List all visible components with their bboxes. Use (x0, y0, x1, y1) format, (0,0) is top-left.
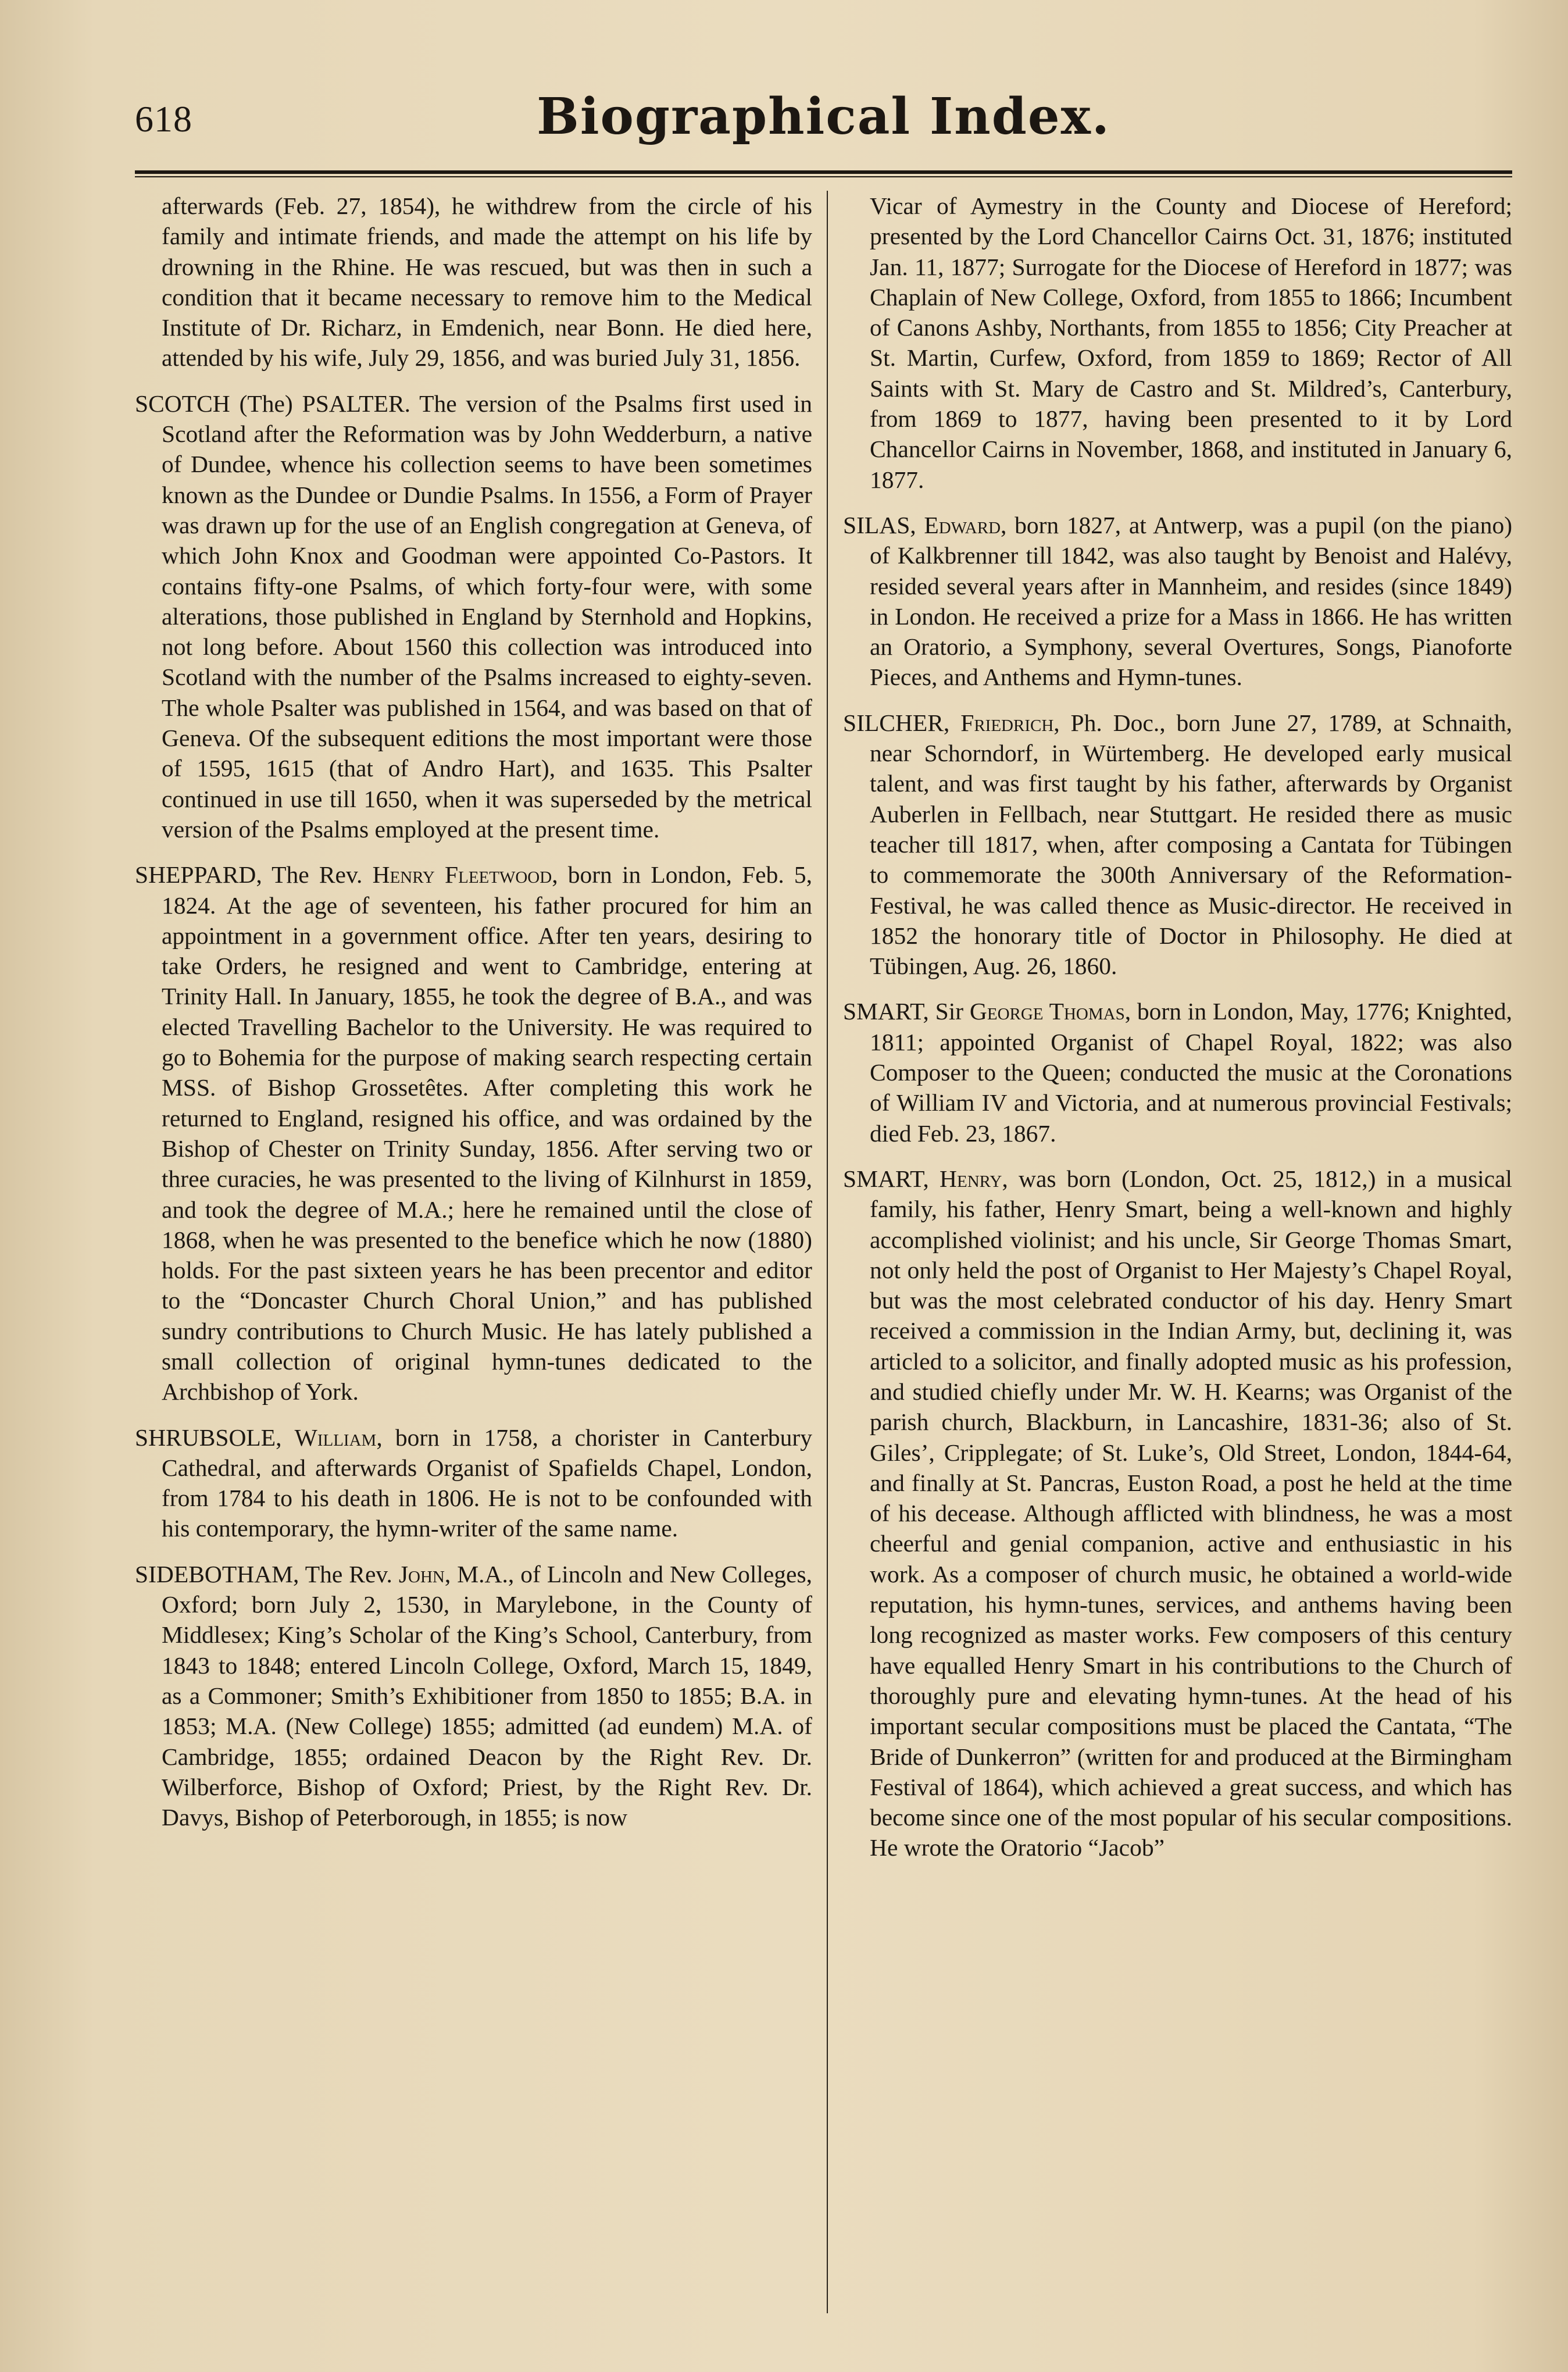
left-column (135, 191, 812, 2313)
entry-sheppard (135, 859, 812, 1407)
entry-forename: Henry (940, 1165, 1002, 1192)
entry-text: , born in London, Feb. 5, 1824. At the age of seventeen, his father procured for him an appointment in a government office. After ten years, desiring to take Orders, he resigned and went to Cambridge, entering at Trinity Hall. In January, 1855, he took the degree of B.A., and was elected Travelling Bachelor to the University. He was required to go to Bohemia for the purpose of making search respecting certain MSS. of Bishop Grossetêtes. After completing this work he returned to England, resigned his office, and was ordained by the Bishop of Chester on Trinity Sunday, 1856. After serving two or three curacies, he was presented to the living of Kilnhurst in 1859, and took the degree of M.A.; here he remained until the close of 1868, when he was presented to the benefice which he now (1880) holds. For the past sixteen years he has been precentor and editor to the “Doncaster Church Choral Union,” and has published sundry contributions to Church Music. He has lately published a small collection of original hymn-tunes dedicated to the Archbishop of York. (162, 861, 812, 1406)
entry-text: , was born (London, Oct. 25, 1812,) in a musical family, his father, Henry Smart, being a well-known and highly accomplished violinist; and his uncle, Sir George Thomas Smart, not only held the post of Organist to Her Majesty’s Chapel Royal, but was the most celebrated conductor of his day. Henry Smart received a commission in the Indian Army, but, declining it, was articled to a solicitor, and finally adopted music as his profession, and studied chiefly under Mr. W. H. Kearns; was Organist of the parish church, Blackburn, in Lancashire, 1831-36; also of St. Giles’, Cripplegate; of St. Luke’s, Old Street, London, 1844-64, and finally at St. Pancras, Euston Road, a post he held at the time of his decease. Although afflicted with blindness, he was a most cheerful and genial companion, active and enthusiastic in his work. As a composer of church music, he obtained a world-wide reputation, his hymn-tunes, services, and anthems having been long recognized as master works. Few composers of this century have equalled Henry Smart in his contributions to the Church of thoroughly pure and elevating hymn-tunes. At the head of his important secular compositions must be placed the Cantata, “The Bride of Dunkerron” (written for and produced at the Birmingham Festival of 1864), which achieved a great success, and which has become since one of the most popular of his secular compositions. He wrote the Oratorio “Jacob” (870, 1165, 1512, 1861)
entry-shrubsole (135, 1422, 812, 1544)
entry-silas (843, 510, 1512, 693)
page-number: 618 (135, 98, 192, 140)
entry-forename: Edward (924, 511, 1001, 538)
entry-sidebotham (135, 1559, 812, 1833)
entry-scotch-psalter (135, 388, 812, 844)
entry-text: , Ph. Doc., born June 27, 1789, at Schnaith, near Schorndorf, in Würtemberg. He developed early musical talent, and was first taught by his father, afterwards by Organist Auberlen in Fellbach, near Stuttgart. He resided there as music teacher till 1817, when, after composing a Cantata for Tübingen to commemorate the 300th Anniversary of the Reformation-Festival, he was called thence as Music-director. He received in 1852 the honorary title of Doctor in Philosophy. He died at Tübingen, Aug. 26, 1860. (870, 709, 1512, 980)
running-title: Biographical Index. (537, 87, 1110, 146)
entry-headword: SMART, (843, 1165, 929, 1192)
entry-forename: George Thomas (969, 998, 1125, 1025)
entry-text: The version of the Psalms first used in Scotland after the Reformation was by John Wedderburn, a native of Dundee, whence his collection seems to have been sometimes known as the Dundee or Dundie Psalms. In 1556, a Form of Prayer was drawn up for the use of an English congregation at Geneva, of which John Knox and Goodman were appointed Co-Pastors. It contains fifty-one Psalms, of which forty-four were, with some alterations, those published in England by Sternhold and Hopkins, not long before. About 1560 this collection was introduced into Scotland with the number of the Psalms increased to eighty-seven. The whole Psalter was published in 1564, and was based on that of Geneva. Of the subsequent editions the most important were those of 1595, 1615 (that of Andro Hart), and 1635. This Psalter continued in use till 1650, when it was superseded by the metrical version of the Psalms employed at the present time. (162, 390, 812, 843)
column-divider (827, 191, 828, 2313)
entry-smart-george (843, 996, 1512, 1148)
entry-headword: SILCHER, (843, 709, 950, 736)
continuation-paragraph (135, 191, 812, 373)
entry-forename: John (398, 1560, 445, 1588)
page-header (135, 87, 1512, 163)
entry-headword: SMART, Sir (843, 998, 964, 1025)
right-column (843, 191, 1512, 2313)
entry-text: afterwards (Feb. 27, 1854), he withdrew from the circle of his family and intimate friends, and made the attempt on his life by drowning in the Rhine. He was rescued, but was then in such a condition that it became necessary to remove him to the Medical Institute of Dr. Richarz, in Emdenich, near Bonn. He died here, attended by his wife, July 29, 1856, and was buried July 31, 1856. (162, 192, 812, 372)
entry-forename: William (294, 1424, 377, 1451)
entry-headword: SHRUBSOLE, (135, 1424, 282, 1451)
entry-headword: SCOTCH (The) PSALTER. (135, 390, 411, 417)
entry-forename: Henry Fleetwood (372, 861, 552, 889)
header-rule (135, 170, 1512, 177)
entry-text: , M.A., of Lincoln and New Colleges, Oxford; born July 2, 1530, in Marylebone, in the County of Middlesex; King’s Scholar of the King’s School, Canterbury, from 1843 to 1848; entered Lincoln College, Oxford, March 15, 1849, as a Commoner; Smith’s Exhibitioner from 1850 to 1855; B.A. in 1853; M.A. (New College) 1855; admitted (ad eundem) M.A. of Cambridge, 1855; ordained Deacon by the Right Rev. Dr. Wilberforce, Bishop of Oxford; Priest, by the Right Rev. Dr. Davys, Bishop of Peterborough, in 1855; is now (162, 1560, 812, 1831)
entry-text: , born in 1758, a chorister in Canterbury Cathedral, and afterwards Organist of Spafields Chapel, London, from 1784 to his death in 1806. He is not to be confounded with his contemporary, the hymn-writer of the same name. (162, 1424, 812, 1542)
entry-forename: Friedrich (960, 709, 1054, 736)
entry-text: Vicar of Aymestry in the County and Diocese of Hereford; presented by the Lord Chancellor Cairns Oct. 31, 1876; instituted Jan. 11, 1877; Surrogate for the Diocese of Hereford in 1877; was Chaplain of New College, Oxford, from 1855 to 1866; Incumbent of Canons Ashby, Northants, from 1855 to 1856; City Preacher at St. Martin, Curfew, Oxford, from 1859 to 1869; Rector of All Saints with St. Mary de Castro and St. Mildred’s, Canterbury, from 1869 to 1877, having been presented to it by Lord Chancellor Cairns in November, 1868, and instituted in January 6, 1877. (870, 192, 1512, 493)
entry-smart-henry (843, 1164, 1512, 1863)
continuation-paragraph (843, 191, 1512, 495)
entry-silcher (843, 708, 1512, 982)
entry-text: , born in London, May, 1776; Knighted, 1811; appointed Organist of Chapel Royal, 1822; was also Composer to the Queen; conducted the music at the Coronations of William IV and Victoria, and at numerous provincial Festivals; died Feb. 23, 1867. (870, 998, 1512, 1147)
entry-headword: SILAS, (843, 511, 916, 538)
entry-headword: SIDEBOTHAM, The Rev. (135, 1560, 392, 1588)
entry-headword: SHEPPARD, The Rev. (135, 861, 363, 889)
entry-text: , born 1827, at Antwerp, was a pupil (on the piano) of Kalkbrenner till 1842, was also taught by Benoist and Halévy, resided several years after in Mannheim, and resides (since 1849) in London. He received a prize for a Mass in 1866. He has written an Oratorio, a Symphony, several Overtures, Songs, Pianoforte Pieces, and Anthems and Hymn-tunes. (870, 511, 1512, 691)
